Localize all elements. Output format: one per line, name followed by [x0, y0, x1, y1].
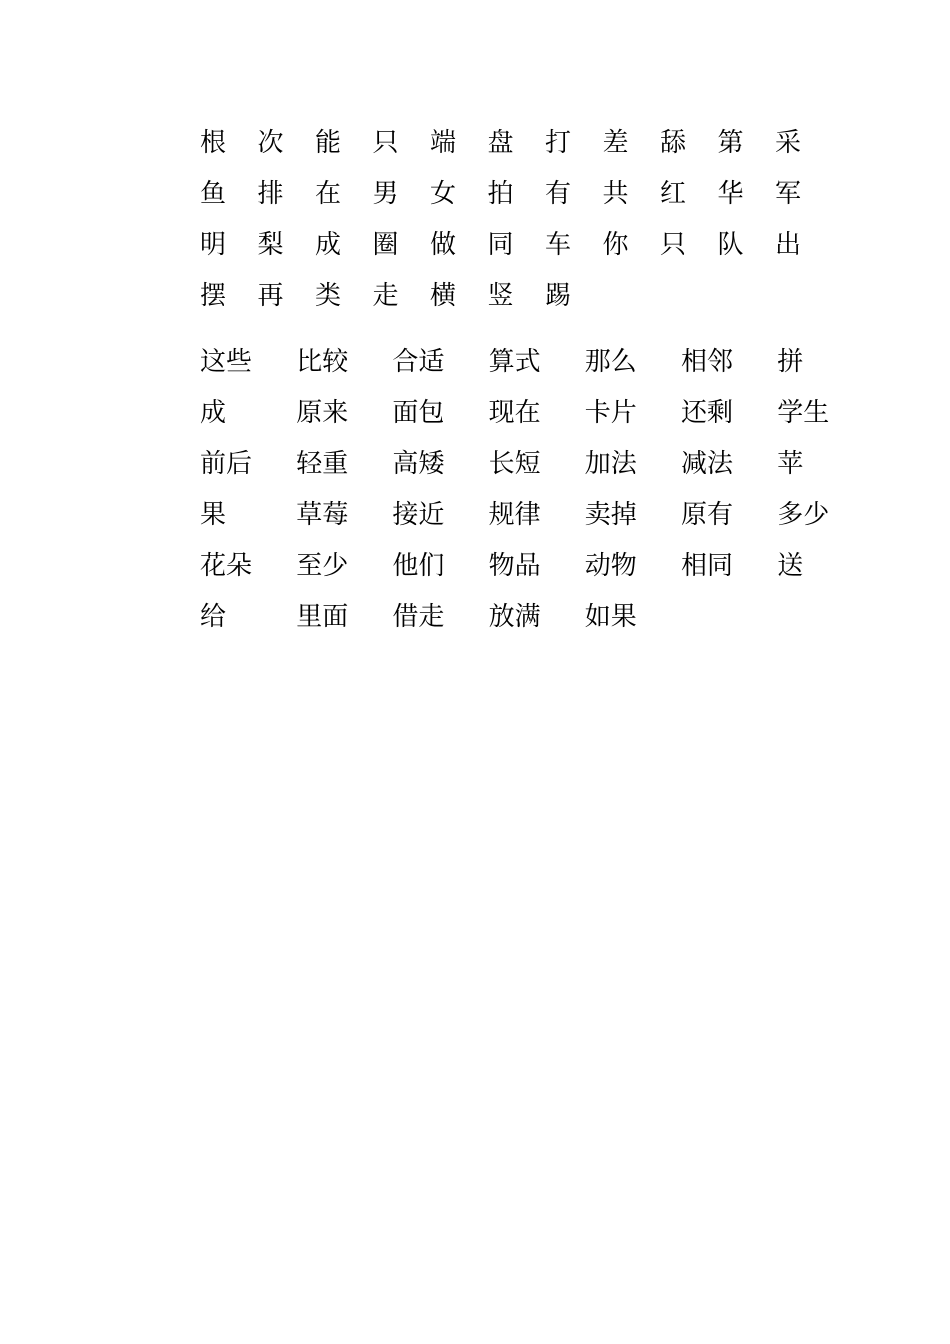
- character-item: 走: [372, 281, 399, 311]
- character-item: 出: [775, 230, 802, 260]
- word-item: 至少: [296, 551, 349, 581]
- word-item: 现在: [488, 398, 541, 428]
- character-item: 梨: [257, 230, 284, 260]
- character-line: [200, 169, 810, 220]
- character-item: 差: [602, 128, 629, 158]
- word-line: [200, 337, 810, 388]
- word-item: 物品: [488, 551, 541, 581]
- word-item: 那么: [584, 347, 637, 377]
- word-item: 接近: [392, 500, 445, 530]
- word-line: [200, 388, 830, 439]
- character-item: 摆: [200, 281, 227, 311]
- word-item: 面包: [392, 398, 445, 428]
- word-item: 成: [200, 398, 227, 428]
- word-item: 花朵: [200, 551, 253, 581]
- character-item: 采: [775, 128, 802, 158]
- word-item: 如果: [584, 602, 637, 632]
- word-item: 减法: [681, 449, 734, 479]
- character-item: 明: [200, 230, 227, 260]
- character-item: 再: [257, 281, 284, 311]
- word-item: 原来: [296, 398, 349, 428]
- character-item: 军: [775, 179, 802, 209]
- character-item: 做: [430, 230, 457, 260]
- character-item: 你: [602, 230, 629, 260]
- character-line: [200, 118, 810, 169]
- word-line: [200, 592, 810, 643]
- word-item: 加法: [584, 449, 637, 479]
- character-item: 红: [660, 179, 687, 209]
- word-item: 前后: [200, 449, 253, 479]
- word-item: 卡片: [584, 398, 637, 428]
- word-item: 借走: [392, 602, 445, 632]
- character-item: 队: [717, 230, 744, 260]
- character-item: 拍: [487, 179, 514, 209]
- word-item: 高矮: [392, 449, 445, 479]
- character-item: 打: [545, 128, 572, 158]
- word-item: 原有: [681, 500, 734, 530]
- character-item: 排: [257, 179, 284, 209]
- word-item: 还剩: [681, 398, 734, 428]
- character-item: 竖: [487, 281, 514, 311]
- character-item: 同: [487, 230, 514, 260]
- word-item: 卖掉: [584, 500, 637, 530]
- word-item: 送: [777, 551, 804, 581]
- character-item: 成: [315, 230, 342, 260]
- word-item: 苹: [777, 449, 804, 479]
- character-item: 根: [200, 128, 227, 158]
- word-item: 草莓: [296, 500, 349, 530]
- character-item: 横: [430, 281, 457, 311]
- character-item: 男: [372, 179, 399, 209]
- word-item: 这些: [200, 347, 253, 377]
- word-item: 比较: [296, 347, 349, 377]
- character-item: 鱼: [200, 179, 227, 209]
- character-item: 次: [257, 128, 284, 158]
- character-item: 共: [602, 179, 629, 209]
- word-item: 算式: [488, 347, 541, 377]
- character-item: 只: [372, 128, 399, 158]
- word-item: 相同: [681, 551, 734, 581]
- character-item: 踢: [545, 281, 572, 311]
- character-item: 端: [430, 128, 457, 158]
- character-item: 能: [315, 128, 342, 158]
- word-item: 规律: [488, 500, 541, 530]
- character-item: 舔: [660, 128, 687, 158]
- word-item: 果: [200, 500, 227, 530]
- word-line: [200, 541, 810, 592]
- character-item: 盘: [487, 128, 514, 158]
- character-item: 女: [430, 179, 457, 209]
- character-line: [200, 220, 810, 271]
- word-item: 相邻: [681, 347, 734, 377]
- character-item: 第: [717, 128, 744, 158]
- word-item: 轻重: [296, 449, 349, 479]
- character-line: [200, 271, 810, 322]
- word-item: 放满: [488, 602, 541, 632]
- character-item: 类: [315, 281, 342, 311]
- word-item: 学生: [777, 398, 830, 428]
- word-item: 给: [200, 602, 227, 632]
- character-item: 只: [660, 230, 687, 260]
- word-item: 里面: [296, 602, 349, 632]
- character-item: 圈: [372, 230, 399, 260]
- character-item: 有: [545, 179, 572, 209]
- character-item: 华: [717, 179, 744, 209]
- word-item: 合适: [392, 347, 445, 377]
- word-item: 长短: [488, 449, 541, 479]
- word-item: 他们: [392, 551, 445, 581]
- character-list: [200, 118, 810, 322]
- character-item: 车: [545, 230, 572, 260]
- word-line: [200, 439, 810, 490]
- character-item: 在: [315, 179, 342, 209]
- word-item: 动物: [584, 551, 637, 581]
- word-list: [200, 337, 830, 643]
- word-item: 多少: [777, 500, 830, 530]
- word-item: 拼: [777, 347, 804, 377]
- word-line: [200, 490, 830, 541]
